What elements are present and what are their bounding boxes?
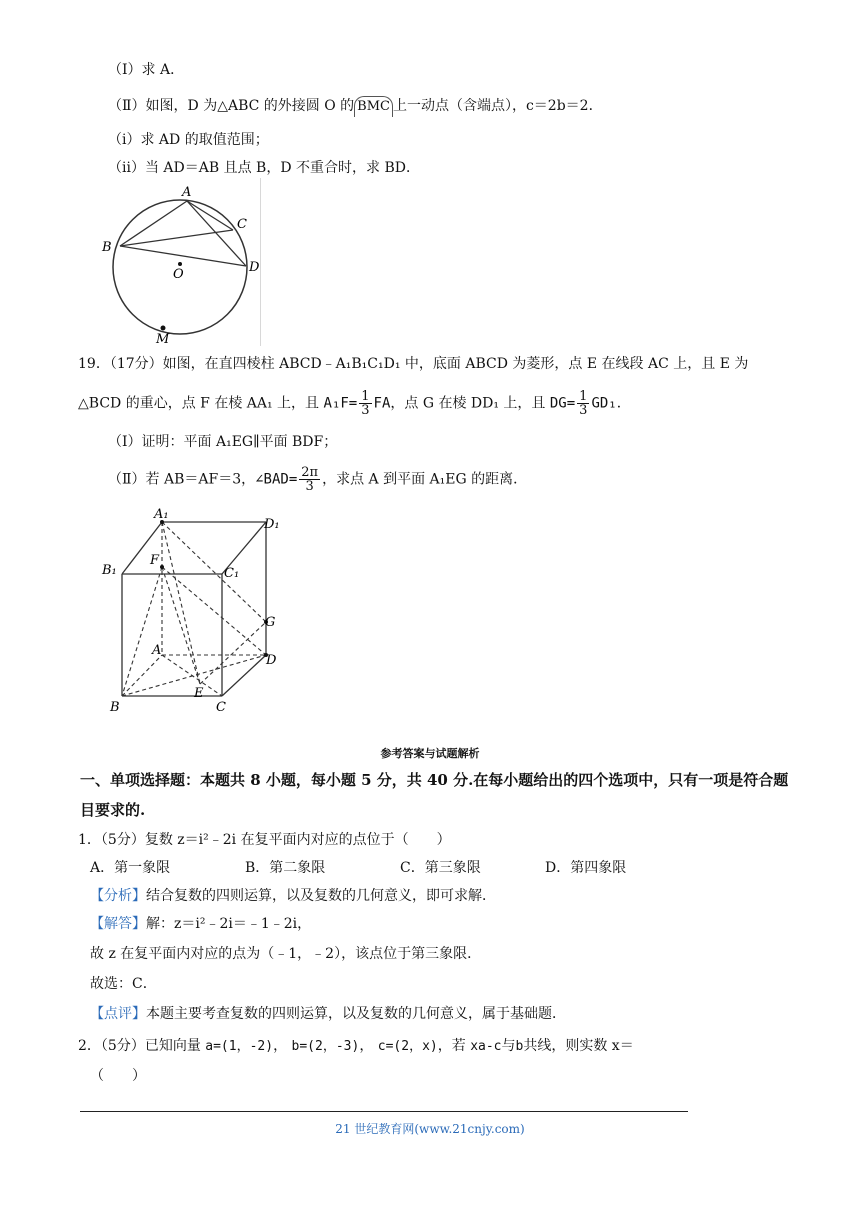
label-C: C xyxy=(216,700,226,714)
q19-part1: （Ⅰ）证明：平面 A₁EG∥平面 BDF； xyxy=(108,434,338,450)
vector-b: b=(2，-3) xyxy=(291,1039,360,1054)
q1-option-c: C．第三象限 xyxy=(400,860,481,876)
q2-paren: （ ） xyxy=(90,1068,146,1084)
label-A: A xyxy=(152,643,162,658)
q1-analysis: 【分析】结合复数的四则运算，以及复数的几何意义，即可求解． xyxy=(90,888,496,904)
footer-rule xyxy=(80,1111,688,1112)
q18-part2: （Ⅱ）如图，D 为△ABC 的外接圆 O 的 BMC 上一动点（含端点），c＝2b＝2． xyxy=(108,96,603,117)
q19-part2: （Ⅱ）若 AB＝AF＝3，∠BAD= $\frac{2\pi}{3}$ ，求点 A 到平面 A₁EG 的距离． xyxy=(108,465,528,494)
label-D: D xyxy=(266,653,277,668)
label-M: M xyxy=(156,332,170,345)
footer: 21 世纪教育网(www.21cnjy.com) xyxy=(335,1122,525,1136)
q1-options xyxy=(90,858,650,878)
label-B: B xyxy=(102,240,112,255)
q2-stem: 2．（5分）已知向量 a=(1，-2)， b=(2，-3)， c=(2，x)，若 xa-c与b共线，则实数 x＝ xyxy=(78,1038,634,1054)
prism-figure xyxy=(96,502,296,714)
vector-expr1: xa-c xyxy=(470,1039,502,1054)
label-C1: C₁ xyxy=(224,566,240,581)
q1-solution-line2: 故 z 在复平面内对应的点为（﹣1，﹣2），该点位于第三象限． xyxy=(90,946,482,962)
label-B: B xyxy=(110,700,120,714)
q18-part1: （Ⅰ）求 A． xyxy=(108,62,185,78)
label-F: F xyxy=(150,553,160,568)
vector-expr2: b xyxy=(515,1039,524,1054)
label-D: D xyxy=(249,260,260,275)
q1-comment: 【点评】本题主要考查复数的四则运算，以及复数的几何意义，属于基础题． xyxy=(90,1006,566,1022)
q1-solution: 【解答】解：z＝i²﹣2i＝﹣1﹣2i， xyxy=(90,916,312,932)
q1-option-b: B．第二象限 xyxy=(245,860,326,876)
label-A1: A₁ xyxy=(154,507,169,522)
label-E: E xyxy=(194,686,204,701)
q19-line2: △BCD 的重心，点 F 在棱 AA₁ 上，且 A₁F= $\frac{1}{3}$ FA，点 G 在棱 DD₁ 上，且 DG= $\frac{1}{3}$ GD₁． xyxy=(78,389,631,418)
label-B1: B₁ xyxy=(102,563,117,578)
vector-c: c=(2，x) xyxy=(377,1039,438,1054)
label-A: A xyxy=(182,185,192,200)
arc-bmc: BMC xyxy=(354,96,393,117)
label-C: C xyxy=(237,217,247,232)
section1-line1: 一、单项选择题：本题共 8 小题，每小题 5 分，共 40 分.在每小题给出的四个选项中，只有一项是符合题 xyxy=(80,771,789,789)
q1-choice: 故选：C． xyxy=(90,976,157,992)
circle-figure xyxy=(96,180,266,345)
q19-line1: 19．（17分）如图，在直四棱柱 ABCD﹣A₁B₁C₁D₁ 中，底面 ABCD 为菱形，点 E 在线段 AC 上，且 E 为 xyxy=(78,356,749,372)
label-D1: D₁ xyxy=(264,517,280,532)
vector-a: a=(1，-2) xyxy=(205,1039,274,1054)
q18-sub1: （ⅰ）求 AD 的取值范围； xyxy=(108,132,269,148)
section1-line2: 目要求的. xyxy=(80,801,146,819)
label-G: G xyxy=(265,615,276,630)
figure-divider xyxy=(260,178,261,346)
q18-sub2: （ⅱ）当 AD＝AB 且点 B，D 不重合时，求 BD． xyxy=(108,160,420,176)
answers-title: 参考答案与试题解析 xyxy=(380,747,480,760)
label-O: O xyxy=(173,267,184,282)
q1-option-d: D．第四象限 xyxy=(545,860,627,876)
q1-stem: 1．（5分）复数 z＝i²﹣2i 在复平面内对应的点位于（ ） xyxy=(78,832,451,848)
q1-option-a: A．第一象限 xyxy=(90,860,171,876)
